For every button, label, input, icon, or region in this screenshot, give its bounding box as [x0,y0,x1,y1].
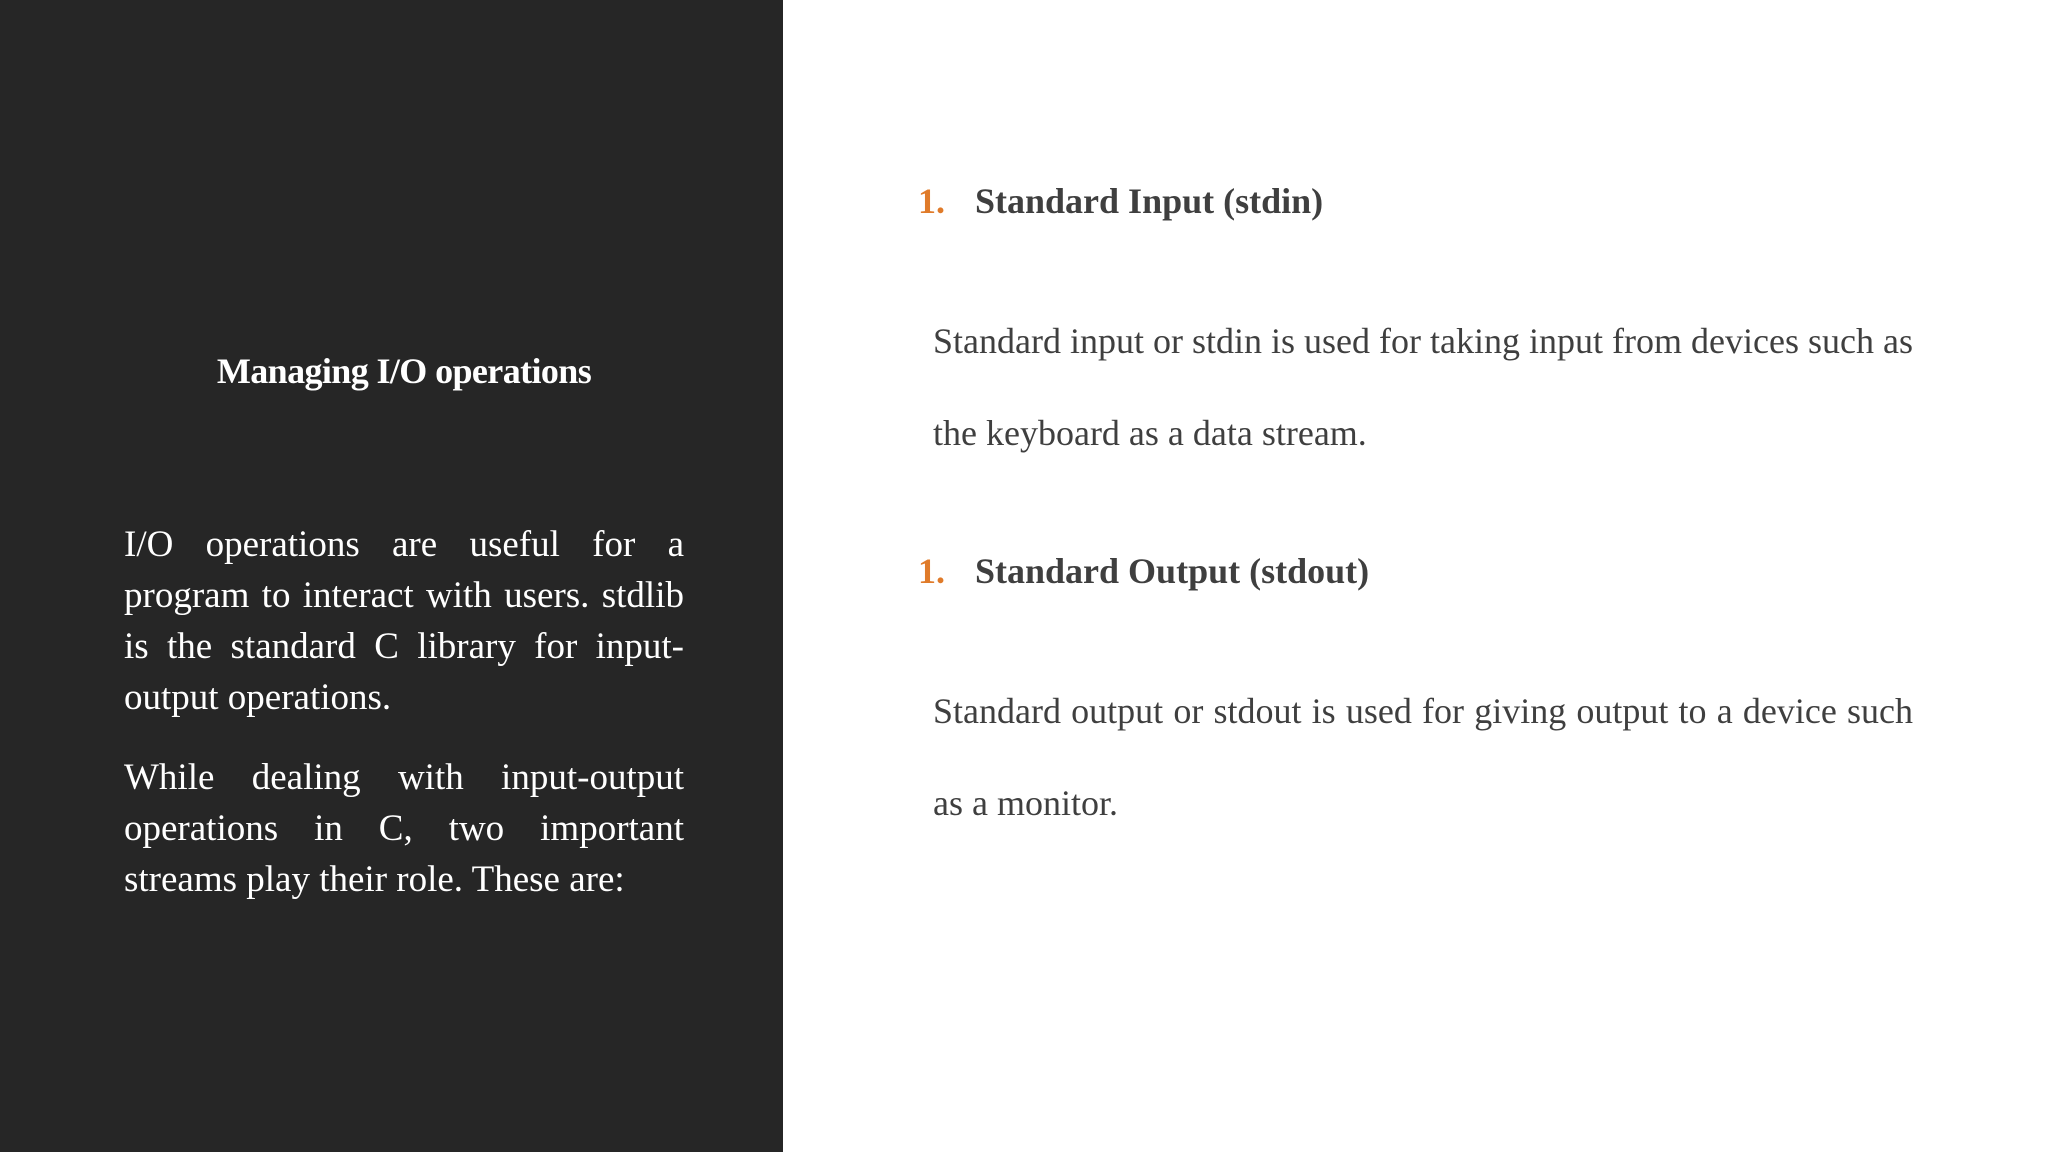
left-body [124,519,684,934]
section-heading-text: Standard Input (stdin) [975,181,1324,221]
section-number: 1. [918,551,945,591]
section-heading-stdin [918,176,1323,226]
section-heading-text: Standard Output (stdout) [975,551,1370,591]
section-body-stdout: Standard output or stdout is used for giving output to a device such as a monitor. [933,691,1913,823]
section-body-stdin: Standard input or stdin is used for taking input from devices such as the keyboard as a data stream. [933,321,1913,453]
left-title: Managing I/O operations [216,351,592,391]
left-paragraph-1: I/O operations are useful for a program to interact with users. stdlib is the standard C library for input-output operations. [124,524,684,718]
section-heading-stdout [918,546,1369,596]
left-panel [0,0,783,1152]
left-paragraph-2: While dealing with input-output operations in C, two important streams play their role. These are: [124,757,684,900]
section-number: 1. [918,181,945,221]
